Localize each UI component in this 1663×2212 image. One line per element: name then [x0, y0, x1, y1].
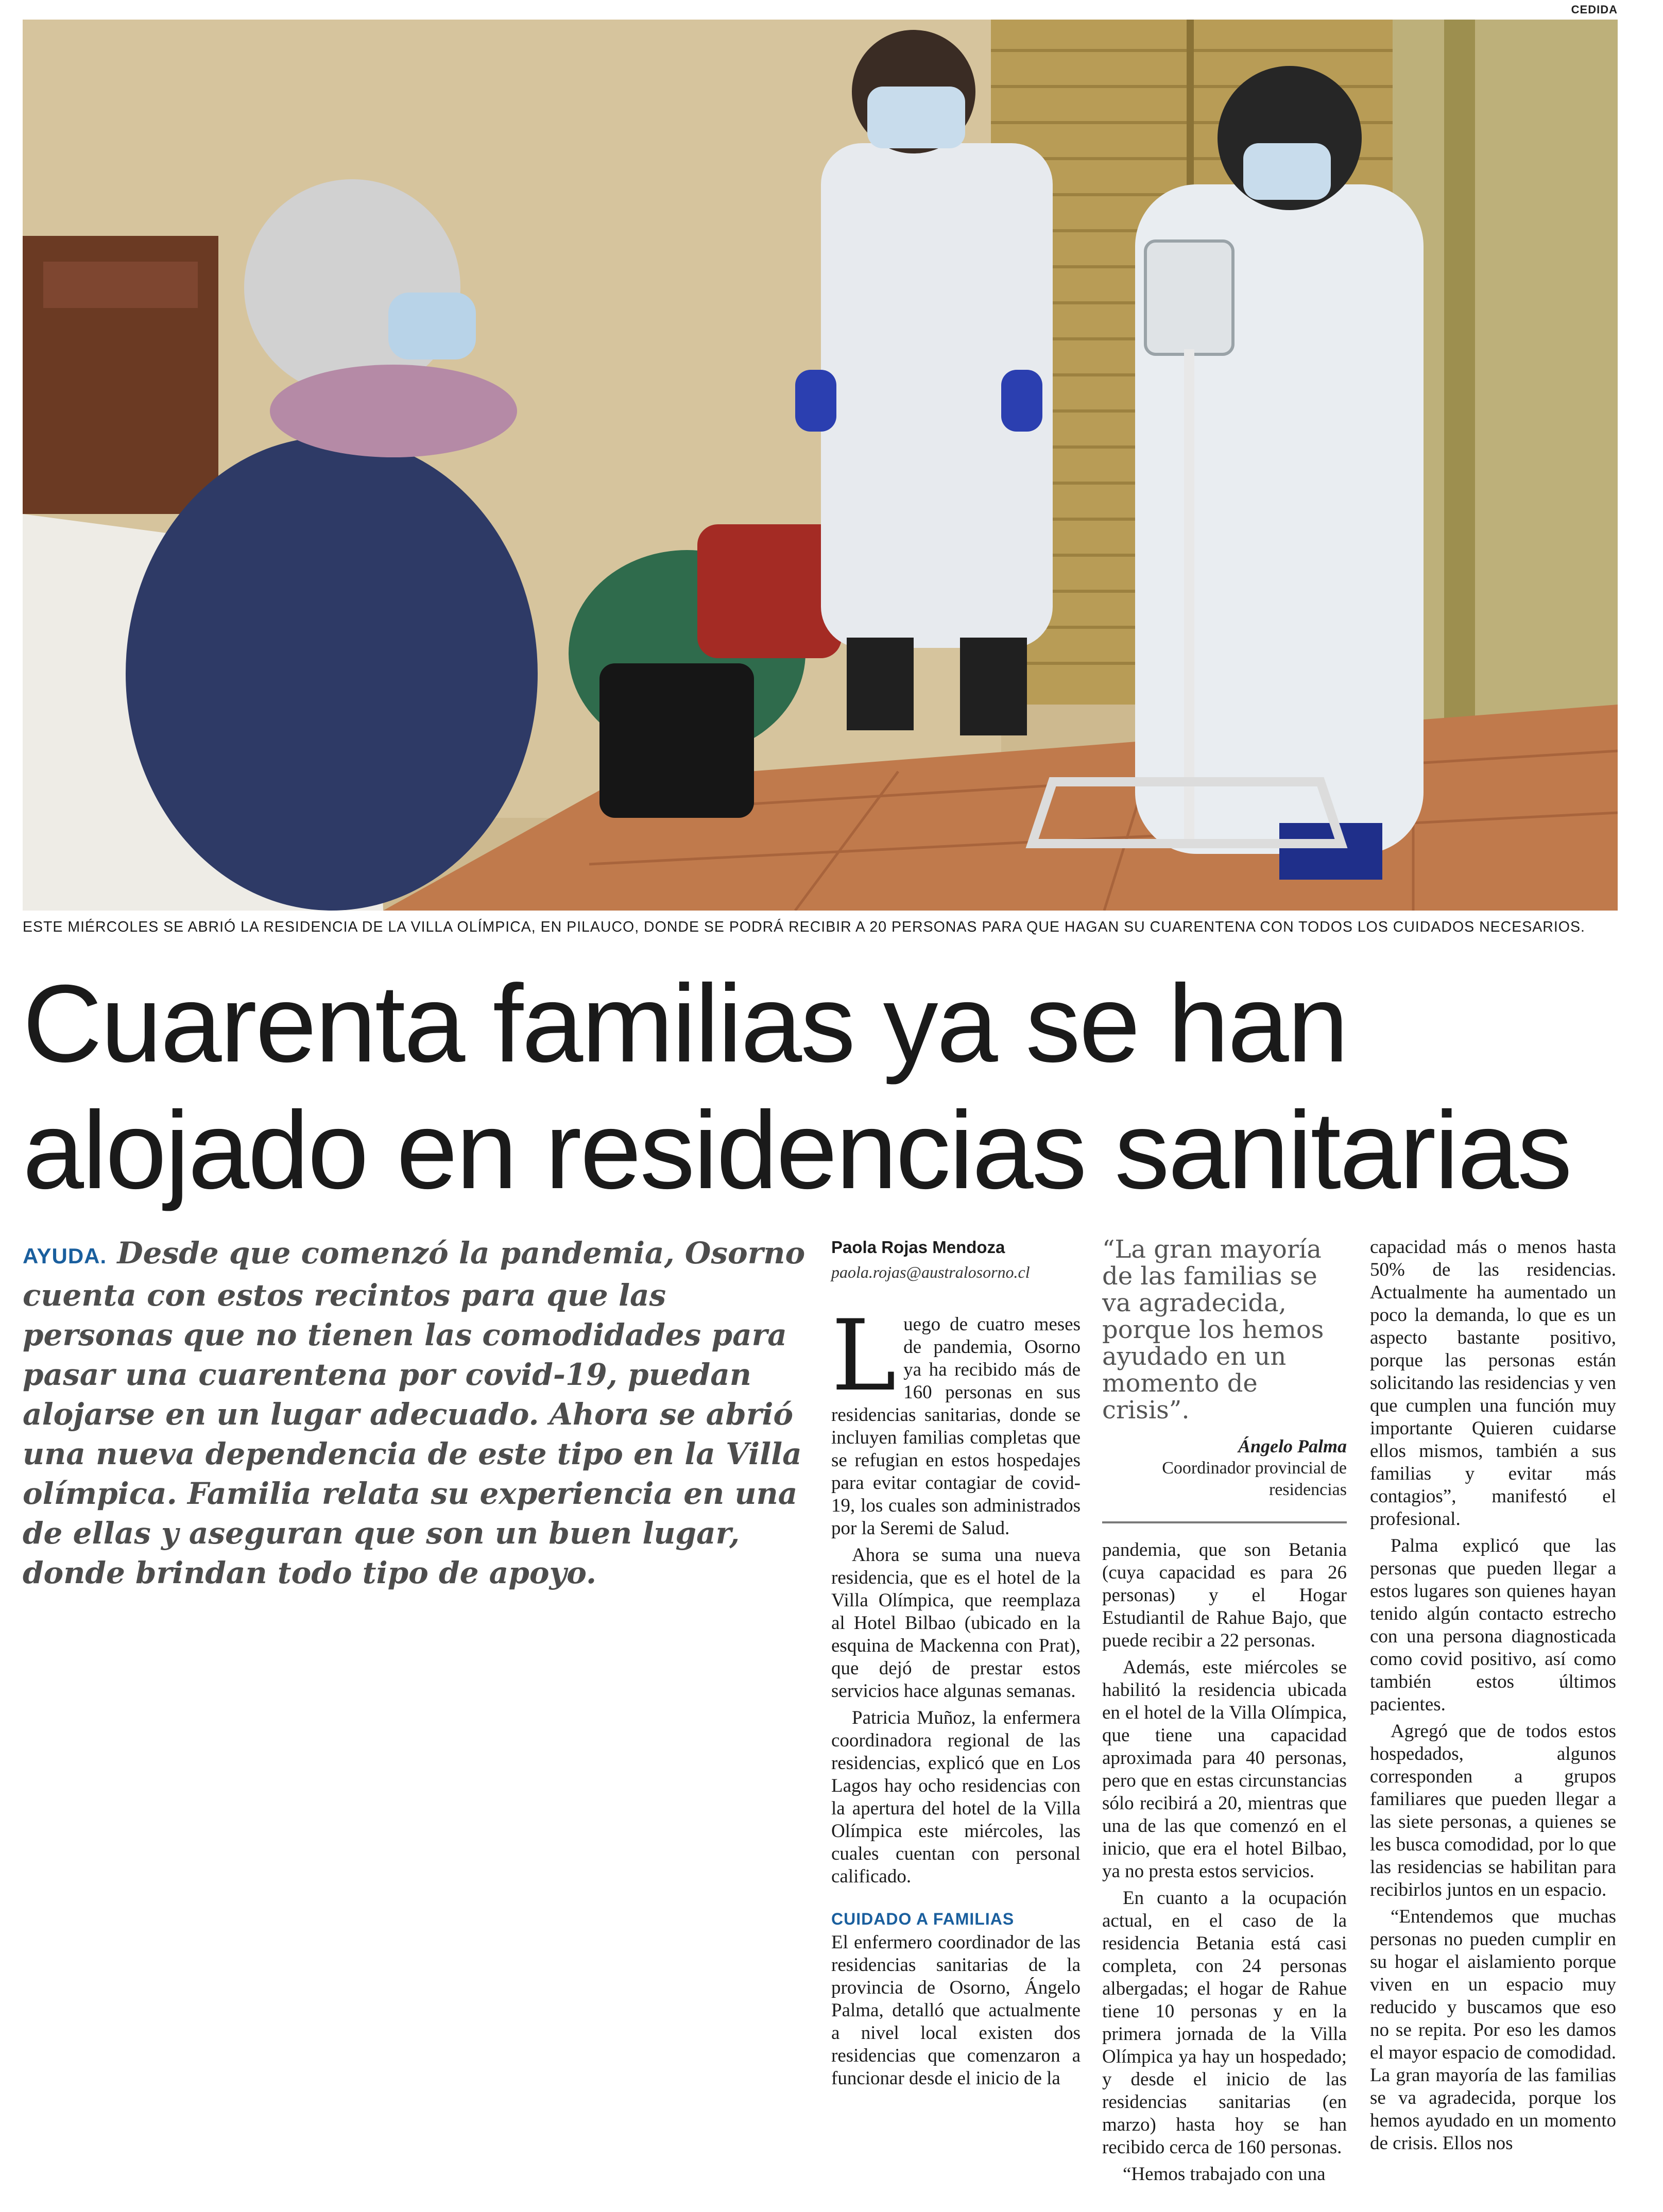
paragraph: “Entendemos que muchas personas no pueden cumplir en su hogar el aislamiento porque viven en un espacio muy reducido y buscamos que eso no se repita. Por eso les damos el mayor espacio de comodidad. La gran mayoría de las familias se va agradecida, porque los hemos ayudado en un momento de crisis. Ellos nos — [1370, 1906, 1616, 2154]
headline-line-1: Cuarenta familias ya se han — [23, 962, 1347, 1085]
paragraph: En cuanto a la ocupación actual, en el caso de la residencia Betania está casi completa, con 24 personas albergadas; el hogar de Rahue tiene 10 personas y en la primera jornada de la Villa Olímpica ya hay un hospedado; y desde el inicio de las residencias sanitarias (en marzo) hasta hoy se han recibido cerca de 160 personas. — [1102, 1888, 1347, 2158]
photo-credit: CEDIDA — [1571, 3, 1618, 16]
lede-kicker: AYUDA. — [23, 1244, 107, 1268]
paragraph — [831, 1299, 1081, 1540]
pull-quote-role: Coordinador provincial de residencias — [1162, 1459, 1347, 1499]
paragraph: “Hemos trabajado con una — [1123, 2164, 1326, 2185]
paragraph: Palma explicó que las personas que pueden llegar a estos lugares son quienes hayan tenido algún contacto estrecho con una persona diagnosticada como covid positivo, así como también estos últimos pacientes. — [1370, 1535, 1616, 1715]
section-subhead: CUIDADO A FAMILIAS — [831, 1910, 1015, 1928]
paragraph: pandemia, que son Betania (cuya capacidad es para 26 personas) y el Hogar Estudiantil de Rahue Bajo, que puede recibir a 22 personas. — [1102, 1539, 1347, 1651]
pull-quote-divider — [1102, 1521, 1347, 1523]
article-photo — [23, 20, 1618, 911]
paragraph-text: uego de cuatro meses de pandemia, Osorno ya ha recibido más de 160 personas en sus residencias sanitarias, donde se incluyen familias completas que se refugian en estos hospedajes para evitar contagiar de covid-19, los cuales son administrados por la Seremi de Salud. — [831, 1314, 1081, 1539]
quarantine-room-illustration — [23, 20, 1618, 911]
dropcap: L — [831, 1299, 897, 1413]
article-column-2 — [1102, 1236, 1347, 2190]
byline-author: Paola Rojas Mendoza — [831, 1238, 1005, 1257]
article-column-3 — [1370, 1236, 1616, 2159]
paragraph: Agregó que de todos estos hospedados, algunos corresponden a grupos familiares que pueden llegar a las siete personas, a quienes se les busca comodidad, por lo que las residencias se habilitan para recibirlos juntos en un espacio. — [1370, 1721, 1616, 1900]
article-column-1 — [831, 1236, 1081, 2094]
headline — [23, 961, 1640, 1214]
lede — [23, 1233, 816, 1593]
lede-text: Desde que comenzó la pandemia, Osorno cuenta con estos recintos para que las personas que no tienen las comodidades para pasar una cuarentena por covid-19, puedan alojarse en un lugar adecuado. Ahora se abrió una nueva dependencia de este tipo en la Villa olímpica. Familia relata su experiencia en una de ellas y aseguran que son un buen lugar, donde brindan todo tipo de apoyo. — [23, 1236, 805, 1590]
paragraph: capacidad más o menos hasta 50% de las residencias. Actualmente ha aumentado un poco la demanda, lo que es un aspecto bastante positivo, porque las personas están solicitando las residencias y ven que cumplen una función muy importante Quieren cuidarse ellos mismos, también a sus familias y evitar más contagios”, manifestó el profesional. — [1370, 1237, 1616, 1530]
headline-line-2: alojado en residencias sanitarias — [23, 1089, 1571, 1212]
paragraph: Además, este miércoles se habilitó la residencia ubicada en el hotel de la Villa Olímpica, que tiene una capacidad aproximada para 40 personas, pero que en estas circunstancias sólo recibirá a 20, mientras que una de las que comenzó en el inicio, que era el hotel Bilbao, ya no presta estos servicios. — [1102, 1657, 1347, 1882]
photo-caption: ESTE MIÉRCOLES SE ABRIÓ LA RESIDENCIA DE LA VILLA OLÍMPICA, EN PILAUCO, DONDE SE PODRÁ RECIBIR A 20 PERSONAS PARA QUE HAGAN SU CUARENTENA CON TODOS LOS CUIDADOS NECESARIOS. — [23, 919, 1585, 935]
byline-email: paola.rojas@australosorno.cl — [831, 1263, 1030, 1281]
paragraph: Patricia Muñoz, la enfermera coordinadora regional de las residencias, explicó que en Los Lagos hay ocho residencias con la apertura del hotel de la Villa Olímpica este miércoles, las cuales cuentan con personal calificado. — [831, 1707, 1081, 1887]
paragraph: El enfermero coordinador de las residencias sanitarias de la provincia de Osorno, Ángelo Palma, detalló que actualmente a nivel local existen dos residencias que comenzaron a funcionar desde el inicio de la — [831, 1932, 1081, 2089]
pull-quote: “La gran mayoría de las familias se va agradecida, porque los hemos ayudado en un momento de crisis”. — [1102, 1235, 1324, 1425]
pull-quote-name: Ángelo Palma — [1238, 1436, 1347, 1456]
paragraph: Ahora se suma una nueva residencia, que es el hotel de la Villa Olímpica, que reemplaza al Hotel Bilbao (ubicado en la esquina de Mackenna con Prat), que dejó de prestar estos servicios hace algunas semanas. — [831, 1545, 1081, 1702]
